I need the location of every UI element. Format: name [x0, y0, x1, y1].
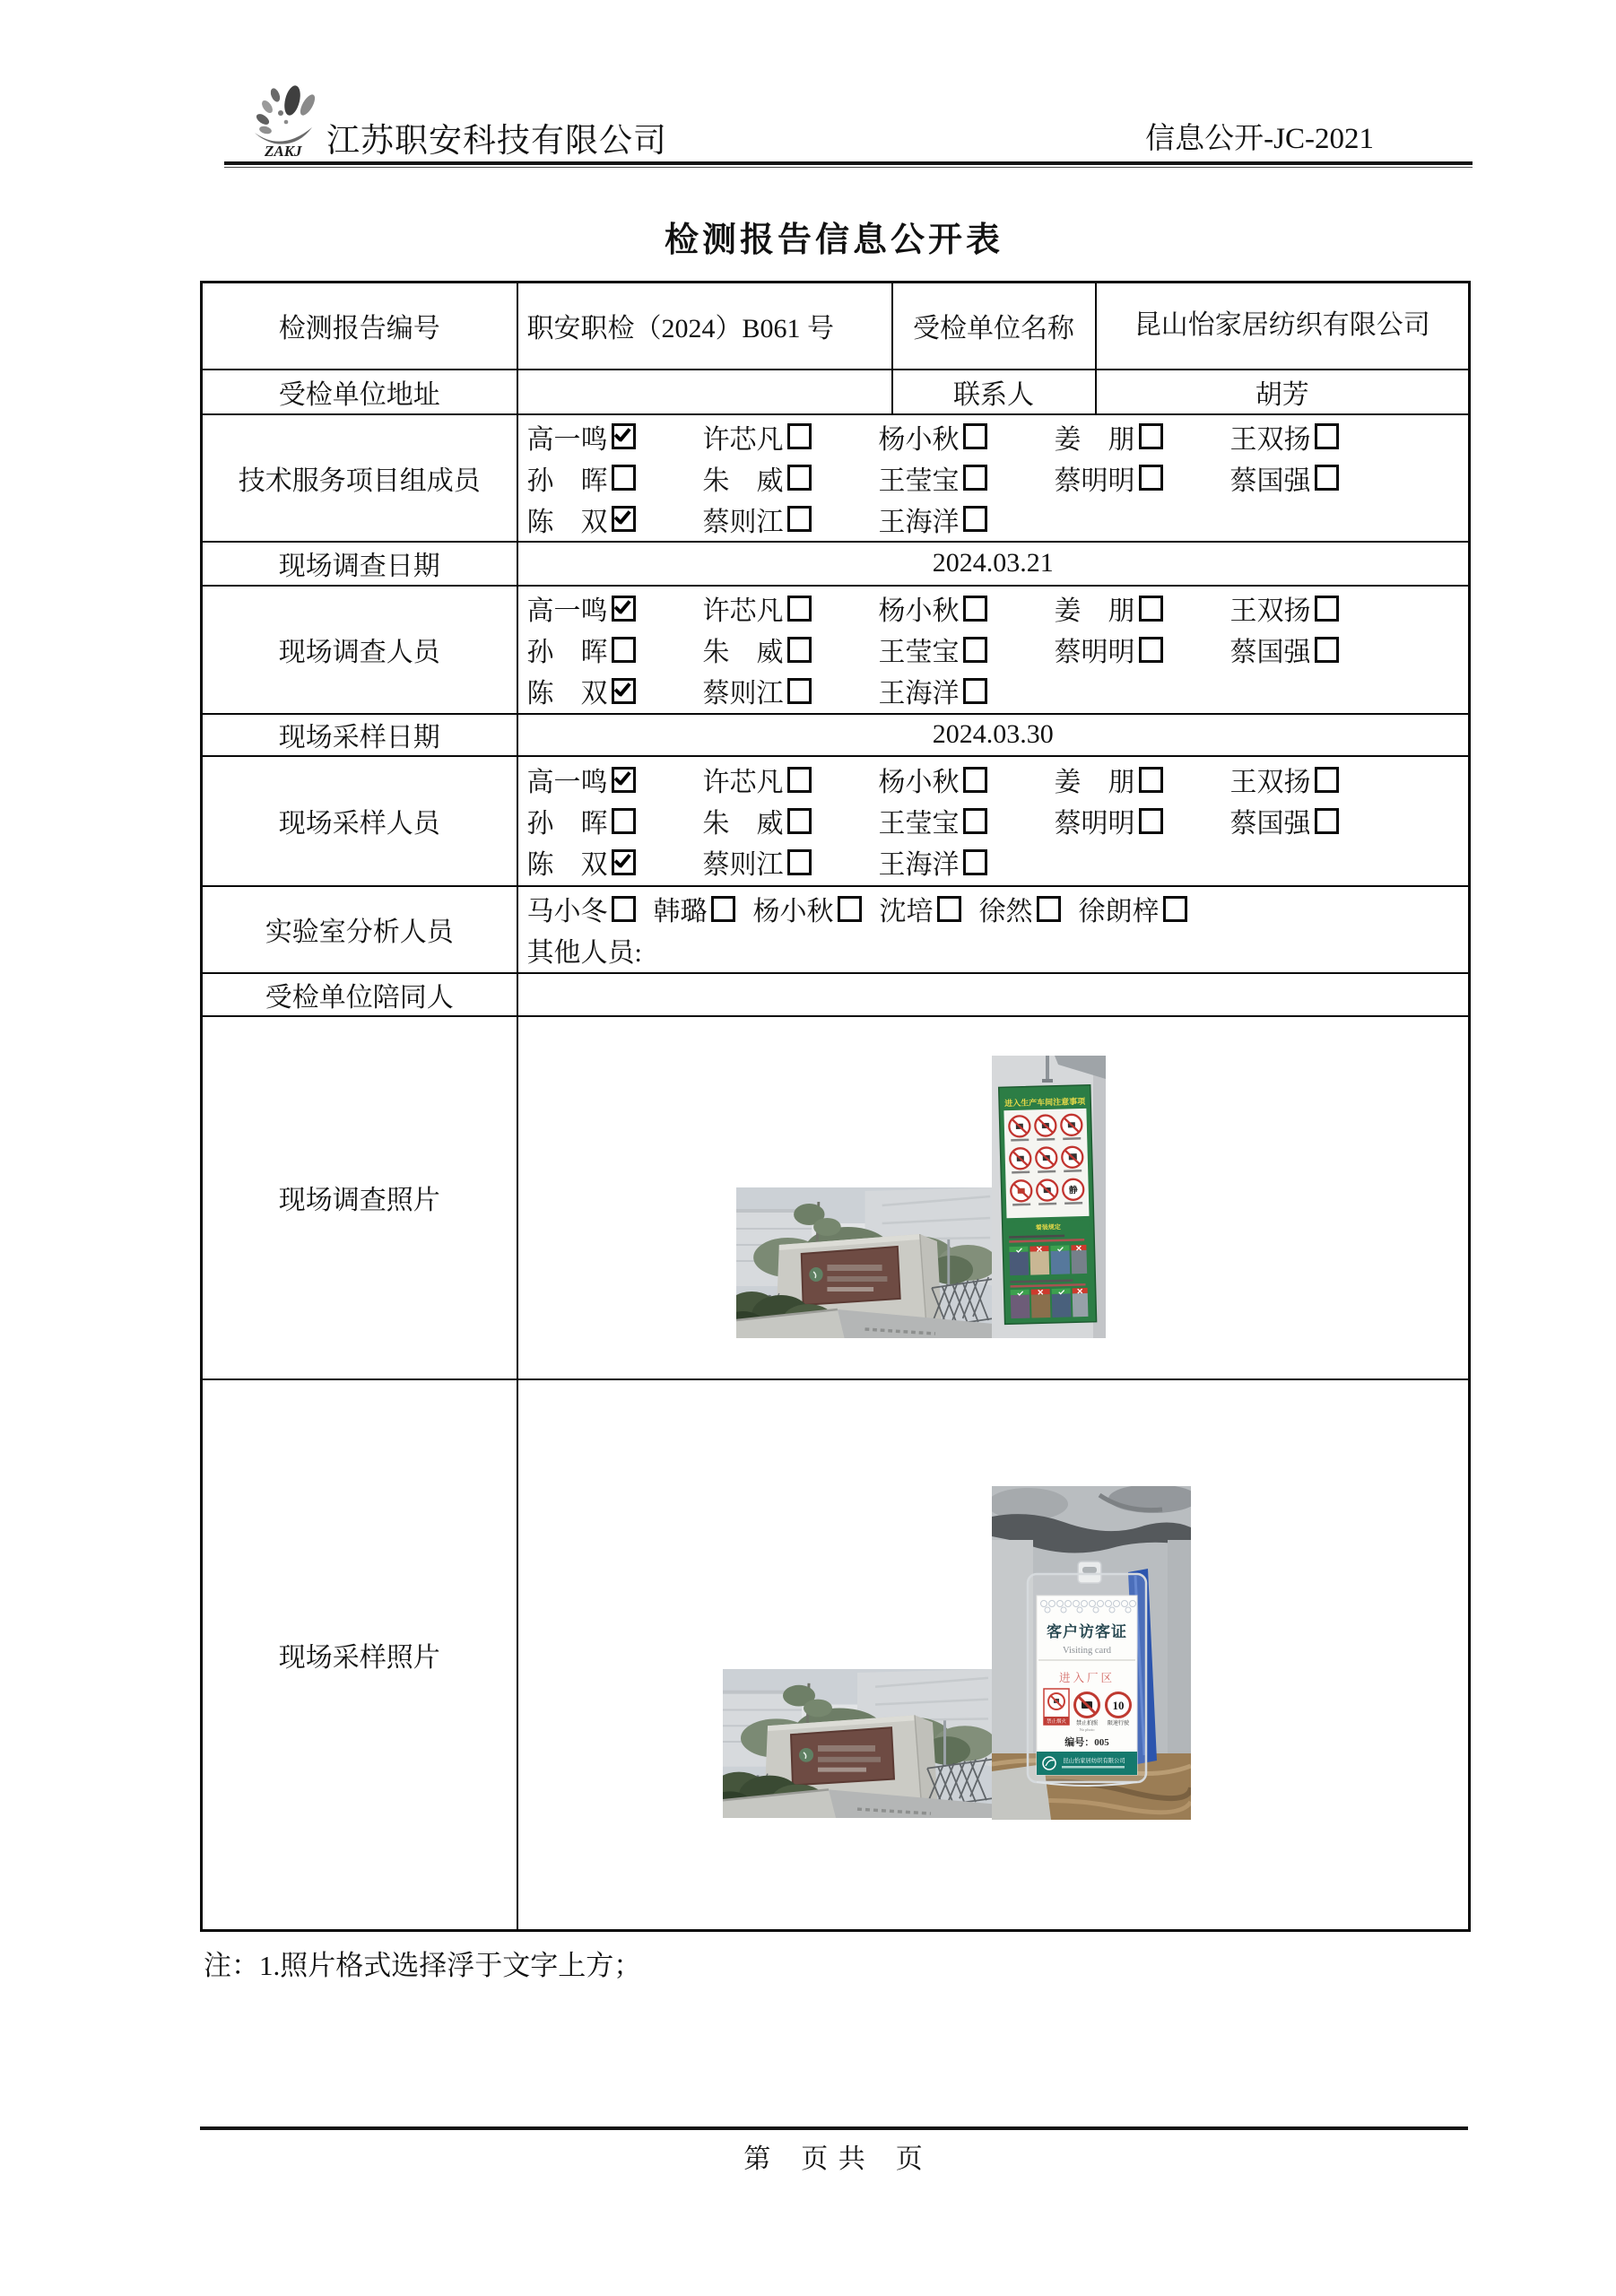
person-option: [703, 458, 879, 498]
person-name: 姜 朋: [1054, 768, 1135, 797]
escort-label: 受检单位陪同人: [202, 973, 517, 1016]
person-name: 姜 朋: [1054, 596, 1135, 626]
person-name: 蔡明明: [1054, 465, 1135, 496]
checkbox-unchecked[interactable]: [937, 896, 961, 922]
people-line: [527, 670, 1460, 711]
checkbox-unchecked[interactable]: [1315, 767, 1339, 793]
sample-date-label: 现场采样日期: [202, 714, 517, 756]
members-label: 技术服务项目组成员: [202, 414, 517, 542]
factory-gate-photo: [723, 1669, 992, 1818]
company-logo: [240, 75, 326, 160]
checkbox-unchecked[interactable]: [787, 808, 812, 834]
people-line: [527, 587, 1460, 629]
person-option: [979, 889, 1061, 928]
person-name: 王海洋: [878, 850, 960, 880]
checkbox-checked[interactable]: [612, 596, 636, 622]
unit-addr-label: 受检单位地址: [202, 370, 517, 414]
card-sign1-label: 禁止烟火: [1046, 1718, 1066, 1725]
person-option: [1230, 801, 1406, 840]
checkbox-unchecked[interactable]: [963, 596, 987, 622]
card-company: 昆山怡家居纺织有限公司: [1062, 1757, 1125, 1764]
logo-text: ZAKJ: [265, 143, 302, 160]
person-name: 蔡明明: [1054, 809, 1135, 839]
person-name: 王莹宝: [878, 638, 960, 667]
checkbox-unchecked[interactable]: [787, 506, 812, 532]
person-option: [703, 801, 879, 840]
visitor-card-photo: [992, 1486, 1191, 1820]
footer-rule: [200, 2126, 1468, 2130]
person-option: [880, 889, 961, 928]
person-option: [527, 842, 703, 882]
survey-photo-cell: [517, 1016, 1470, 1379]
person-name: 陈 双: [526, 679, 608, 709]
card-sign2-label: 禁止拍照: [1075, 1720, 1098, 1726]
checkbox-unchecked[interactable]: [1139, 767, 1163, 793]
person-option: [703, 588, 879, 628]
checkbox-unchecked[interactable]: [1315, 465, 1339, 491]
person-name: 蔡则江: [702, 507, 784, 537]
survey-date-value: 2024.03.21: [517, 542, 1470, 586]
person-name: 马小冬: [526, 897, 608, 926]
person-option: [703, 417, 879, 457]
checkbox-unchecked[interactable]: [963, 808, 987, 834]
checkbox-checked[interactable]: [612, 767, 636, 793]
person-option: [879, 588, 1055, 628]
checkbox-unchecked[interactable]: [1315, 637, 1339, 663]
person-name: 徐朗梓: [1078, 897, 1160, 926]
checkbox-unchecked[interactable]: [1037, 896, 1061, 922]
person-option: [879, 417, 1055, 457]
checkbox-unchecked[interactable]: [1139, 637, 1163, 663]
person-option: [879, 671, 1055, 710]
page-title: 检测报告信息公开表: [664, 222, 1003, 259]
person-option: [879, 760, 1055, 799]
lab-other-label: 其他人员:: [526, 938, 642, 968]
sample-photo-cell: [517, 1379, 1470, 1931]
person-name: 许芯凡: [702, 596, 784, 626]
card-sign3-label: 限速行驶: [1107, 1720, 1129, 1726]
person-name: 杨小秋: [878, 596, 960, 626]
person-name: 蔡国强: [1229, 638, 1311, 667]
header-company-name: 江苏职安科技有限公司: [326, 123, 667, 160]
person-name: 高一鸣: [526, 424, 608, 455]
people-line: [527, 888, 1460, 929]
checkbox-unchecked[interactable]: [1139, 596, 1163, 622]
checkbox-unchecked[interactable]: [612, 808, 636, 834]
workshop-notice-poster-photo: [992, 1056, 1106, 1338]
person-name: 朱 威: [702, 809, 784, 839]
person-name: 杨小秋: [878, 424, 960, 455]
person-name: 姜 朋: [1054, 424, 1135, 455]
unit-name-value: 昆山怡家居纺织有限公司: [1096, 283, 1470, 370]
survey-people-label: 现场调查人员: [202, 586, 517, 714]
card-sign2-label-en: No photo: [1079, 1726, 1094, 1732]
person-name: 孙 晖: [526, 465, 608, 496]
report-no-value: 职安职检（2024）B061 号: [517, 283, 892, 370]
checkbox-unchecked[interactable]: [1315, 596, 1339, 622]
person-option: [1230, 760, 1406, 799]
person-option: [753, 889, 862, 928]
person-name: 沈培: [879, 897, 934, 926]
person-name: 杨小秋: [878, 768, 960, 797]
checkbox-unchecked[interactable]: [711, 896, 735, 922]
contact-value: 胡芳: [1096, 370, 1470, 414]
checkbox-unchecked[interactable]: [838, 896, 862, 922]
contact-label: 联系人: [892, 370, 1096, 414]
card-title: 客户访客证: [1046, 1622, 1127, 1640]
person-option: [527, 458, 703, 498]
unit-addr-value: [517, 370, 892, 414]
person-option: [1055, 630, 1230, 669]
person-name: 王双扬: [1229, 768, 1311, 797]
person-name: 朱 威: [702, 465, 784, 496]
lab-people-grid: [527, 888, 1460, 929]
person-option: [703, 842, 879, 882]
person-option: [879, 630, 1055, 669]
person-name: 杨小秋: [752, 897, 834, 926]
card-number: 编号：005: [1064, 1736, 1109, 1748]
footnote: 注：1.照片格式选择浮于文字上方；: [204, 1950, 642, 1981]
info-table: [200, 281, 1471, 1932]
person-name: 王双扬: [1229, 424, 1311, 455]
checkbox-checked[interactable]: [612, 678, 636, 704]
people-line: [527, 499, 1460, 540]
person-option: [1230, 588, 1406, 628]
people-line: [527, 457, 1460, 499]
person-name: 高一鸣: [526, 596, 608, 626]
checkbox-unchecked[interactable]: [787, 465, 812, 491]
checkbox-checked[interactable]: [612, 849, 636, 875]
person-name: 徐然: [978, 897, 1033, 926]
person-option: [1079, 889, 1187, 928]
survey-photo-label: 现场调查照片: [202, 1016, 517, 1379]
person-option: [879, 458, 1055, 498]
checkbox-unchecked[interactable]: [787, 637, 812, 663]
people-line: [527, 800, 1460, 841]
person-name: 许芯凡: [702, 424, 784, 455]
person-option: [527, 417, 703, 457]
checkbox-unchecked[interactable]: [612, 637, 636, 663]
escort-value: [517, 973, 1470, 1016]
sample-photo-label: 现场采样照片: [202, 1379, 517, 1931]
person-name: 蔡国强: [1229, 809, 1311, 839]
members-people-grid: [517, 414, 1470, 542]
checkbox-checked[interactable]: [612, 423, 636, 449]
lab-people-cell: [517, 886, 1470, 973]
checkbox-unchecked[interactable]: [1315, 423, 1339, 449]
person-name: 许芯凡: [702, 768, 784, 797]
person-option: [527, 801, 703, 840]
lab-label: 实验室分析人员: [202, 886, 517, 973]
factory-gate-photo: [736, 1187, 994, 1338]
header-rule-thin: [224, 167, 1473, 168]
person-option: [1055, 760, 1230, 799]
checkbox-unchecked[interactable]: [1315, 808, 1339, 834]
person-name: 蔡明明: [1054, 638, 1135, 667]
person-option: [879, 801, 1055, 840]
sample-date-value: 2024.03.30: [517, 714, 1470, 756]
person-name: 蔡国强: [1229, 465, 1311, 496]
footer-page-number: 第 页 共 页: [743, 2144, 925, 2174]
person-name: 陈 双: [526, 507, 608, 537]
header-rule: [224, 161, 1473, 165]
poster-title: 进入生产车间注意事项: [1003, 1096, 1085, 1108]
checkbox-unchecked[interactable]: [787, 596, 812, 622]
person-name: 孙 晖: [526, 638, 608, 667]
person-name: 王海洋: [878, 679, 960, 709]
report-no-label: 检测报告编号: [202, 283, 517, 370]
person-option: [527, 889, 636, 928]
person-option: [1055, 417, 1230, 457]
survey-date-label: 现场调查日期: [202, 542, 517, 586]
person-option: [527, 500, 703, 539]
person-name: 朱 威: [702, 638, 784, 667]
checkbox-checked[interactable]: [612, 506, 636, 532]
card-subtitle: Visiting card: [1062, 1645, 1111, 1656]
checkbox-unchecked[interactable]: [963, 423, 987, 449]
person-name: 王莹宝: [878, 809, 960, 839]
sample-people-grid: [517, 756, 1470, 886]
unit-name-label: 受检单位名称: [892, 283, 1096, 370]
person-option: [1230, 458, 1406, 498]
person-name: 韩璐: [653, 897, 708, 926]
poster-dress-title: 着装规定: [1035, 1222, 1061, 1231]
checkbox-unchecked[interactable]: [787, 849, 812, 875]
person-option: [654, 889, 735, 928]
checkbox-unchecked[interactable]: [963, 637, 987, 663]
checkbox-unchecked[interactable]: [1163, 896, 1187, 922]
checkbox-unchecked[interactable]: [787, 767, 812, 793]
checkbox-unchecked[interactable]: [787, 423, 812, 449]
person-option: [1055, 458, 1230, 498]
person-name: 高一鸣: [526, 768, 608, 797]
person-name: 孙 晖: [526, 809, 608, 839]
person-name: 王莹宝: [878, 465, 960, 496]
person-name: 蔡则江: [702, 850, 784, 880]
checkbox-unchecked[interactable]: [787, 678, 812, 704]
person-option: [703, 760, 879, 799]
person-option: [527, 671, 703, 710]
checkbox-unchecked[interactable]: [1139, 465, 1163, 491]
survey-people-grid: [517, 586, 1470, 714]
person-option: [879, 842, 1055, 882]
svg-text:10: 10: [1112, 1698, 1124, 1712]
person-option: [1055, 588, 1230, 628]
checkbox-unchecked[interactable]: [612, 465, 636, 491]
card-enter-text: 进入厂区: [1058, 1671, 1115, 1684]
person-name: 王海洋: [878, 507, 960, 537]
person-name: 王双扬: [1229, 596, 1311, 626]
person-name: 陈 双: [526, 850, 608, 880]
checkbox-unchecked[interactable]: [1139, 808, 1163, 834]
people-line: [527, 416, 1460, 457]
person-option: [879, 500, 1055, 539]
people-line: [527, 759, 1460, 800]
person-option: [703, 500, 879, 539]
sample-people-label: 现场采样人员: [202, 756, 517, 886]
person-option: [527, 760, 703, 799]
person-option: [1230, 630, 1406, 669]
people-line: [527, 841, 1460, 883]
header-doc-code: 信息公开-JC-2021: [1145, 123, 1374, 155]
person-option: [1055, 801, 1230, 840]
checkbox-unchecked[interactable]: [612, 896, 636, 922]
person-option: [1230, 417, 1406, 457]
people-line: [527, 629, 1460, 670]
person-name: 蔡则江: [702, 679, 784, 709]
checkbox-unchecked[interactable]: [963, 506, 987, 532]
person-option: [527, 588, 703, 628]
checkbox-unchecked[interactable]: [963, 465, 987, 491]
checkbox-unchecked[interactable]: [963, 678, 987, 704]
checkbox-unchecked[interactable]: [963, 767, 987, 793]
checkbox-unchecked[interactable]: [963, 849, 987, 875]
person-option: [527, 630, 703, 669]
checkbox-unchecked[interactable]: [1139, 423, 1163, 449]
svg-text:静: 静: [1068, 1185, 1078, 1196]
person-option: [703, 630, 879, 669]
person-option: [703, 671, 879, 710]
